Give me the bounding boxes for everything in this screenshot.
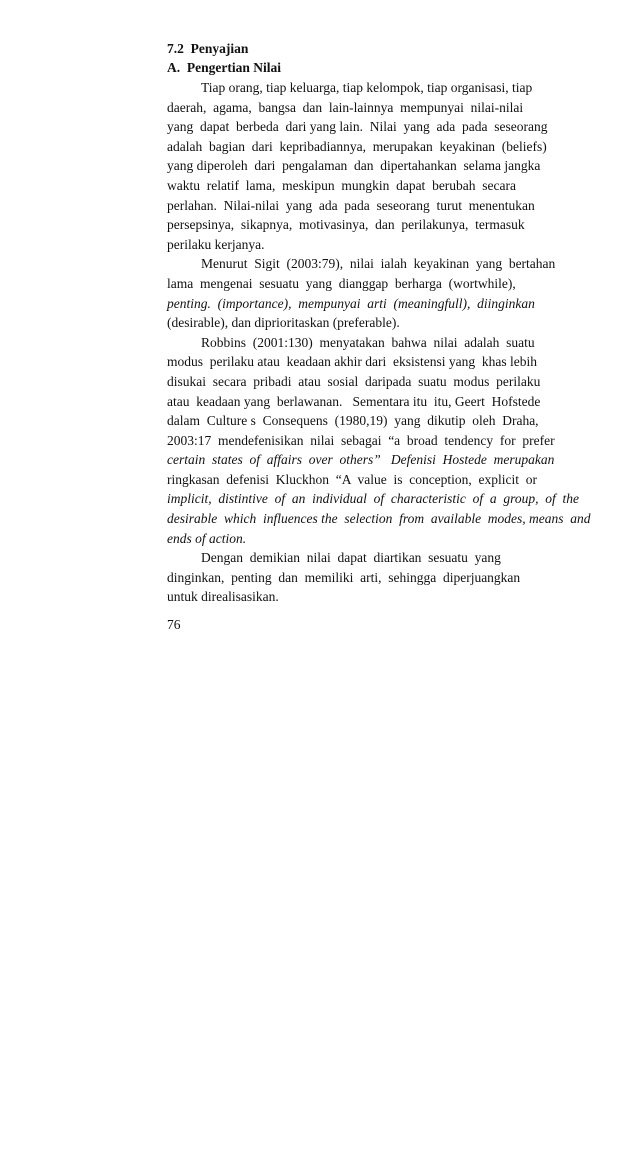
section-heading: 7.2 Penyajian — [167, 41, 249, 56]
text-line: desirable which influences the selection from available modes, means and — [167, 511, 591, 527]
text-line: modus perilaku atau keadaan akhir dari eksistensi yang khas lebih — [167, 354, 538, 370]
text-line: 2003:17 mendefenisikan nilai sebagai “a broad tendency for prefer — [167, 432, 555, 448]
text-line: Menurut Sigit (2003:79), nilai ialah keyakinan yang bertahan — [201, 256, 556, 272]
text-line: lama mengenai sesuatu yang dianggap berharga (wortwhile), — [167, 275, 516, 291]
page-number: 76 — [167, 617, 181, 632]
text-line: Robbins (2001:130) menyatakan bahwa nilai adalah suatu — [201, 334, 535, 350]
text-line: perlahan. Nilai-nilai yang ada pada seseorang turut menentukan — [167, 197, 535, 213]
text-line: yang dapat berbeda dari yang lain. Nilai yang ada pada seseorang — [167, 119, 548, 135]
text-line: persepsinya, sikapnya, motivasinya, dan perilakunya, termasuk — [167, 217, 525, 233]
text-line: Dengan demikian nilai dapat diartikan sesuatu yang — [201, 550, 501, 566]
text-line: dinginkan, penting dan memiliki arti, sehingga diperjuangkan — [167, 569, 521, 585]
text-line: (desirable), dan diprioritaskan (preferable). — [167, 315, 400, 331]
body-text — [0, 78, 638, 607]
text-line: Tiap orang, tiap keluarga, tiap kelompok, tiap organisasi, tiap — [201, 80, 533, 95]
text-line: implicit, distintive of an individual of characteristic of a group, of the — [167, 491, 579, 507]
text-line: waktu relatif lama, meskipun mungkin dapat berubah secara — [167, 177, 517, 193]
text-line: untuk direalisasikan. — [167, 589, 279, 605]
text-line: ringkasan defenisi Kluckhon “A value is conception, explicit or — [167, 471, 538, 487]
text-line: perilaku kerjanya. — [167, 236, 265, 252]
text-line: disukai secara pribadi atau sosial daripada suatu modus perilaku — [167, 373, 541, 389]
text-line: certain states of affairs over others” Defenisi Hostede merupakan — [167, 452, 555, 468]
text-line: yang diperoleh dari pengalaman dan dipertahankan selama jangka — [167, 158, 541, 174]
text-line: atau keadaan yang berlawanan. Sementara itu itu, Geert Hofstede — [167, 393, 541, 409]
text-line: daerah, agama, bangsa dan lain-lainnya mempunyai nilai-nilai — [167, 99, 524, 115]
subsection-heading: A. Pengertian Nilai — [167, 60, 281, 75]
text-line: adalah bagian dari kepribadiannya, merupakan keyakinan (beliefs) — [167, 138, 547, 154]
text-line: dalam Culture s Consequens (1980,19) yang dikutip oleh Draha, — [167, 413, 539, 429]
text-line: ends of action. — [167, 530, 247, 546]
text-line: penting. (importance), mempunyai arti (meaningfull), diinginkan — [167, 295, 535, 311]
